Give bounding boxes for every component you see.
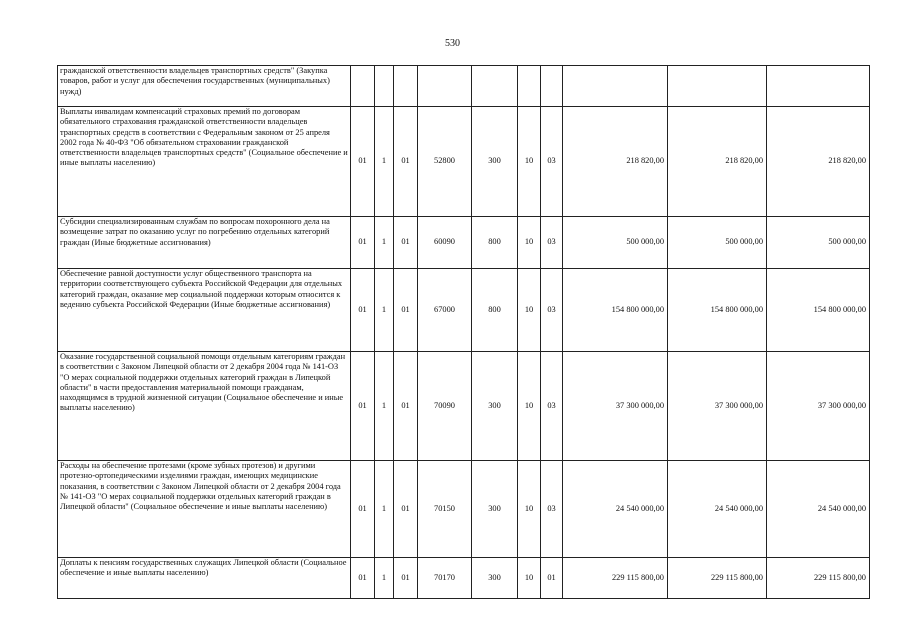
amount-year-2: 218 820,00 [668,107,767,217]
subsection-code [541,66,563,107]
program-code: 01 [351,217,375,269]
amount-year-1: 229 115 800,00 [563,558,668,599]
table-row [58,461,870,558]
subsection-code: 03 [541,107,563,217]
direction-code: 60090 [418,217,472,269]
program-code: 01 [351,107,375,217]
amount-year-3: 37 300 000,00 [767,352,870,461]
row-description: Обеспечение равной доступности услуг общественного транспорта на территории соответствующего субъекта Российской Федерации для отдельных категорий граждан, оказание мер социальной поддержки которым относится к ведению субъекта Российской Федерации (Иные бюджетные ассигнования) [58,269,351,352]
row-description: Доплаты к пенсиям государственных служащих Липецкой области (Социальное обеспечение и иные выплаты населению) [58,558,351,599]
table-row [58,558,870,599]
row-description: Оказание государственной социальной помощи отдельным категориям граждан в соответствии с Законом Липецкой области от 2 декабря 2004 года № 141-ОЗ "О мерах социальной поддержки отдельных категорий граждан в Липецкой области" в части предоставления материальной помощи гражданам, находящимся в трудной жизненной ситуации (Социальное обеспечение и иные выплаты населению) [58,352,351,461]
section-code [518,66,541,107]
subsection-code: 01 [541,558,563,599]
amount-year-1: 24 540 000,00 [563,461,668,558]
main-activity-code: 01 [394,217,418,269]
program-code: 01 [351,352,375,461]
subprogram-code [375,66,394,107]
subsection-code: 03 [541,461,563,558]
direction-code: 70170 [418,558,472,599]
main-activity-code: 01 [394,269,418,352]
table-row [58,269,870,352]
subprogram-code: 1 [375,558,394,599]
amount-year-3: 500 000,00 [767,217,870,269]
expense-type-code: 300 [472,461,518,558]
program-code: 01 [351,558,375,599]
table-row [58,66,870,107]
section-code: 10 [518,107,541,217]
main-activity-code [394,66,418,107]
row-description: гражданской ответственности владельцев транспортных средств" (Закупка товаров, работ и услуг для обеспечения государственных (муниципальных) нужд) [58,66,351,107]
direction-code: 67000 [418,269,472,352]
amount-year-1 [563,66,668,107]
amount-year-2 [668,66,767,107]
expense-type-code: 300 [472,352,518,461]
direction-code [418,66,472,107]
row-description: Субсидии специализированным службам по вопросам похоронного дела на возмещение затрат по оказанию услуг по погребению отдельных категорий граждан (Иные бюджетные ассигнования) [58,217,351,269]
amount-year-3: 24 540 000,00 [767,461,870,558]
amount-year-1: 37 300 000,00 [563,352,668,461]
amount-year-2: 24 540 000,00 [668,461,767,558]
expense-type-code: 800 [472,217,518,269]
subprogram-code: 1 [375,461,394,558]
program-code [351,66,375,107]
table-row [58,217,870,269]
program-code: 01 [351,461,375,558]
subsection-code: 03 [541,217,563,269]
amount-year-3: 229 115 800,00 [767,558,870,599]
subprogram-code: 1 [375,217,394,269]
expense-type-code [472,66,518,107]
expense-type-code: 300 [472,107,518,217]
direction-code: 52800 [418,107,472,217]
subsection-code: 03 [541,352,563,461]
expense-type-code: 800 [472,269,518,352]
amount-year-2: 154 800 000,00 [668,269,767,352]
amount-year-1: 500 000,00 [563,217,668,269]
subsection-code: 03 [541,269,563,352]
section-code: 10 [518,217,541,269]
table-row [58,352,870,461]
subprogram-code: 1 [375,352,394,461]
subprogram-code: 1 [375,269,394,352]
amount-year-1: 218 820,00 [563,107,668,217]
amount-year-2: 500 000,00 [668,217,767,269]
amount-year-2: 229 115 800,00 [668,558,767,599]
table-row [58,107,870,217]
section-code: 10 [518,352,541,461]
main-activity-code: 01 [394,352,418,461]
budget-table [57,65,870,599]
amount-year-2: 37 300 000,00 [668,352,767,461]
program-code: 01 [351,269,375,352]
row-description: Выплаты инвалидам компенсаций страховых премий по договорам обязательного страхования гражданской ответственности владельцев транспортных средств в соответствии с Федеральным законом от 25 апреля 2002 года № 40-ФЗ "Об обязательном страховании гражданской ответственности владельцев транспортных средств" (Социальное обеспечение и иные выплаты населению) [58,107,351,217]
main-activity-code: 01 [394,461,418,558]
row-description: Расходы на обеспечение протезами (кроме зубных протезов) и другими протезно-ортопедическими изделиями граждан, имеющих медицинские показания, в соответствии с Законом Липецкой области от 2 декабря 2004 года № 141-ОЗ "О мерах социальной поддержки отдельных категорий граждан в Липецкой области" (Социальное обеспечение и иные выплаты населению) [58,461,351,558]
section-code: 10 [518,269,541,352]
amount-year-3 [767,66,870,107]
amount-year-1: 154 800 000,00 [563,269,668,352]
page-number: 530 [445,38,460,49]
main-activity-code: 01 [394,107,418,217]
subprogram-code: 1 [375,107,394,217]
direction-code: 70150 [418,461,472,558]
section-code: 10 [518,461,541,558]
section-code: 10 [518,558,541,599]
amount-year-3: 218 820,00 [767,107,870,217]
amount-year-3: 154 800 000,00 [767,269,870,352]
direction-code: 70090 [418,352,472,461]
main-activity-code: 01 [394,558,418,599]
expense-type-code: 300 [472,558,518,599]
